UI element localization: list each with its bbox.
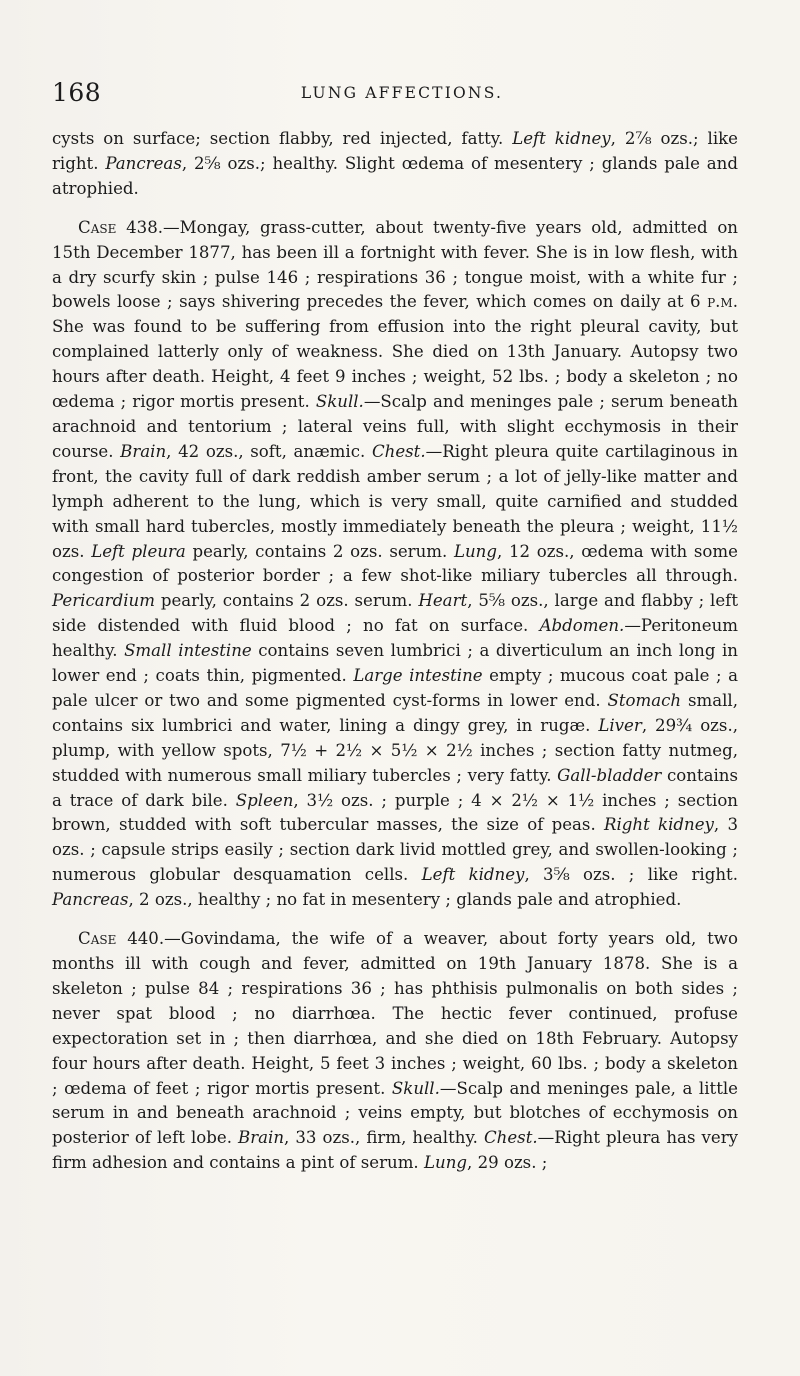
text-run: , 29 ozs. ; (467, 1153, 548, 1173)
italic-term: Pancreas (105, 153, 182, 173)
italic-term: Chest. (483, 1128, 538, 1148)
italic-term: Left kidney (512, 129, 611, 148)
italic-term: Pancreas (52, 890, 129, 910)
italic-term: Pericardium (52, 591, 155, 611)
text-run: —Right pleura has very firm adhesion and contains a pint of serum. (52, 1128, 738, 1173)
text-run: , 3 ozs. ; capsule strips easily ; section dark livid mottled grey, and swollen-looking ; numerous globular desquamation cells. (52, 815, 738, 885)
text-run: .—Mongay, grass-cutter, about twenty-five years old, admitted on 15th December 1877, has been ill a fortnight with fever. She is in low flesh, with a dry scurfy skin ; pulse 146 ; respirations 36 ; tongue moist, with a white fur ; bowels loose ; says shivering precedes the fever, which comes on daily at 6 (52, 217, 738, 312)
italic-term: Gall-bladder (557, 765, 662, 785)
italic-term: Brain (120, 441, 167, 461)
page-header (52, 78, 752, 118)
body-text (52, 127, 738, 1176)
page-number: 168 (52, 78, 102, 107)
text-run: , 5⅝ ozs., large and flabby ; left side distended with fluid blood ; no fat on surface. (52, 591, 738, 636)
italic-term: Skull. (315, 392, 364, 412)
italic-term: Spleen (235, 790, 294, 810)
text-run: —Peritoneum healthy. (52, 616, 738, 661)
italic-term: Abdomen. (539, 616, 625, 636)
paragraph-case-438 (52, 216, 738, 913)
text-run: cysts on surface; section flabby, red injected, fatty. (52, 129, 513, 148)
italic-term: Small intestine (124, 641, 252, 661)
italic-term: Liver (598, 715, 642, 735)
text-run: , 3⅝ ozs. ; like right. (524, 865, 738, 885)
text-run: , 3½ ozs. ; purple ; 4 × 2½ × 1½ inches ; section brown, studded with soft tubercular masses, the size of peas. (52, 790, 738, 835)
italic-term: Lung (423, 1153, 468, 1173)
italic-term: Lung (453, 541, 497, 561)
text-run: —Right pleura quite cartilaginous in front, the cavity full of dark reddish amber serum ; a lot of jelly-like matter and lymph adherent to the lung, which is very small, quite carnified and studded with small hard tubercles, mostly immediately beneath the pleura ; weight, 11½ ozs. (52, 441, 738, 561)
italic-term: Brain (238, 1128, 285, 1148)
italic-term: Large intestine (353, 666, 483, 686)
text-run: contains seven lumbrici ; a diverticulum an inch long in lower end ; coats thin, pigmented. (52, 641, 738, 686)
text-run: , 29¾ ozs., plump, with yellow spots, 7½ + 2½ × 5½ × 2½ inches ; section fatty nutmeg, studded with numerous small miliary tubercles ; very fatty. (52, 715, 738, 785)
text-run: pearly, contains 2 ozs. serum. (185, 541, 454, 561)
text-run: , 2⅝ ozs.; healthy. Slight œdema of mesentery ; glands pale and atrophied. (52, 153, 738, 198)
text-run: She was found to be suffering from effusion into the right pleural cavity, but complained latterly only of weakness. She died on 13th January. Autopsy two hours after death. Height, 4 feet 9 inches ; weight, 52 lbs. ; body a skeleton ; no œdema ; rigor mortis present. (52, 317, 738, 412)
case-heading: Case 440 (78, 929, 159, 949)
text-run: , 2⅞ ozs.; like right. (52, 129, 739, 173)
italic-term: Chest. (371, 441, 426, 461)
running-head: LUNG AFFECTIONS. (300, 84, 504, 102)
text-run: small, contains six lumbrici and water, lining a dingy grey, in rugæ. (52, 690, 738, 735)
text-run: , 12 ozs., œdema with some congestion of posterior border ; a few shot-like miliary tubercles all through. (52, 541, 738, 586)
italic-term: Heart (418, 591, 468, 611)
case-heading: Case 438 (78, 217, 158, 237)
case-heading: p.m. (707, 292, 738, 312)
text-run: —Scalp and meninges pale ; serum beneath arachnoid and tentorium ; lateral veins full, with slight ecchymosis in their course. (52, 392, 738, 461)
text-run: —Scalp and meninges pale, a little serum in and beneath arachnoid ; veins empty, but blotches of ecchymosis on posterior of left lobe. (52, 1078, 738, 1148)
paragraph-case-440 (52, 927, 738, 1176)
text-run: , 2 ozs., healthy ; no fat in mesentery ; glands pale and atrophied. (128, 890, 682, 910)
text-run: , 42 ozs., soft, anæmic. (166, 441, 372, 461)
italic-term: Right kidney (604, 815, 714, 835)
italic-term: Left kidney (421, 865, 525, 885)
text-run: .—Govindama, the wife of a weaver, about forty years old, two months ill with cough and fever, admitted on 19th January 1878. She is a skeleton ; pulse 84 ; respirations 36 ; has phthisis pulmonalis on both sides ; never spat blood ; no diarrhœa. The hectic fever continued, profuse expectoration set in ; then diarrhœa, and she died on 18th February. Autopsy four hours after death. Height, 5 feet 3 inches ; weight, 60 lbs. ; body a skeleton ; œdema of feet ; rigor mortis present. (52, 929, 739, 1098)
italic-term: Left pleura (91, 541, 186, 561)
paragraph-continuation (52, 127, 738, 202)
italic-term: Stomach (607, 690, 682, 710)
text-run: contains a trace of dark bile. (52, 765, 738, 810)
text-run: empty ; mucous coat pale ; a pale ulcer or two and some pigmented cyst-forms in lower end. (52, 666, 738, 710)
text-run: , 33 ozs., firm, healthy. (284, 1128, 484, 1148)
italic-term: Skull. (391, 1078, 440, 1098)
text-run: pearly, contains 2 ozs. serum. (154, 591, 419, 611)
